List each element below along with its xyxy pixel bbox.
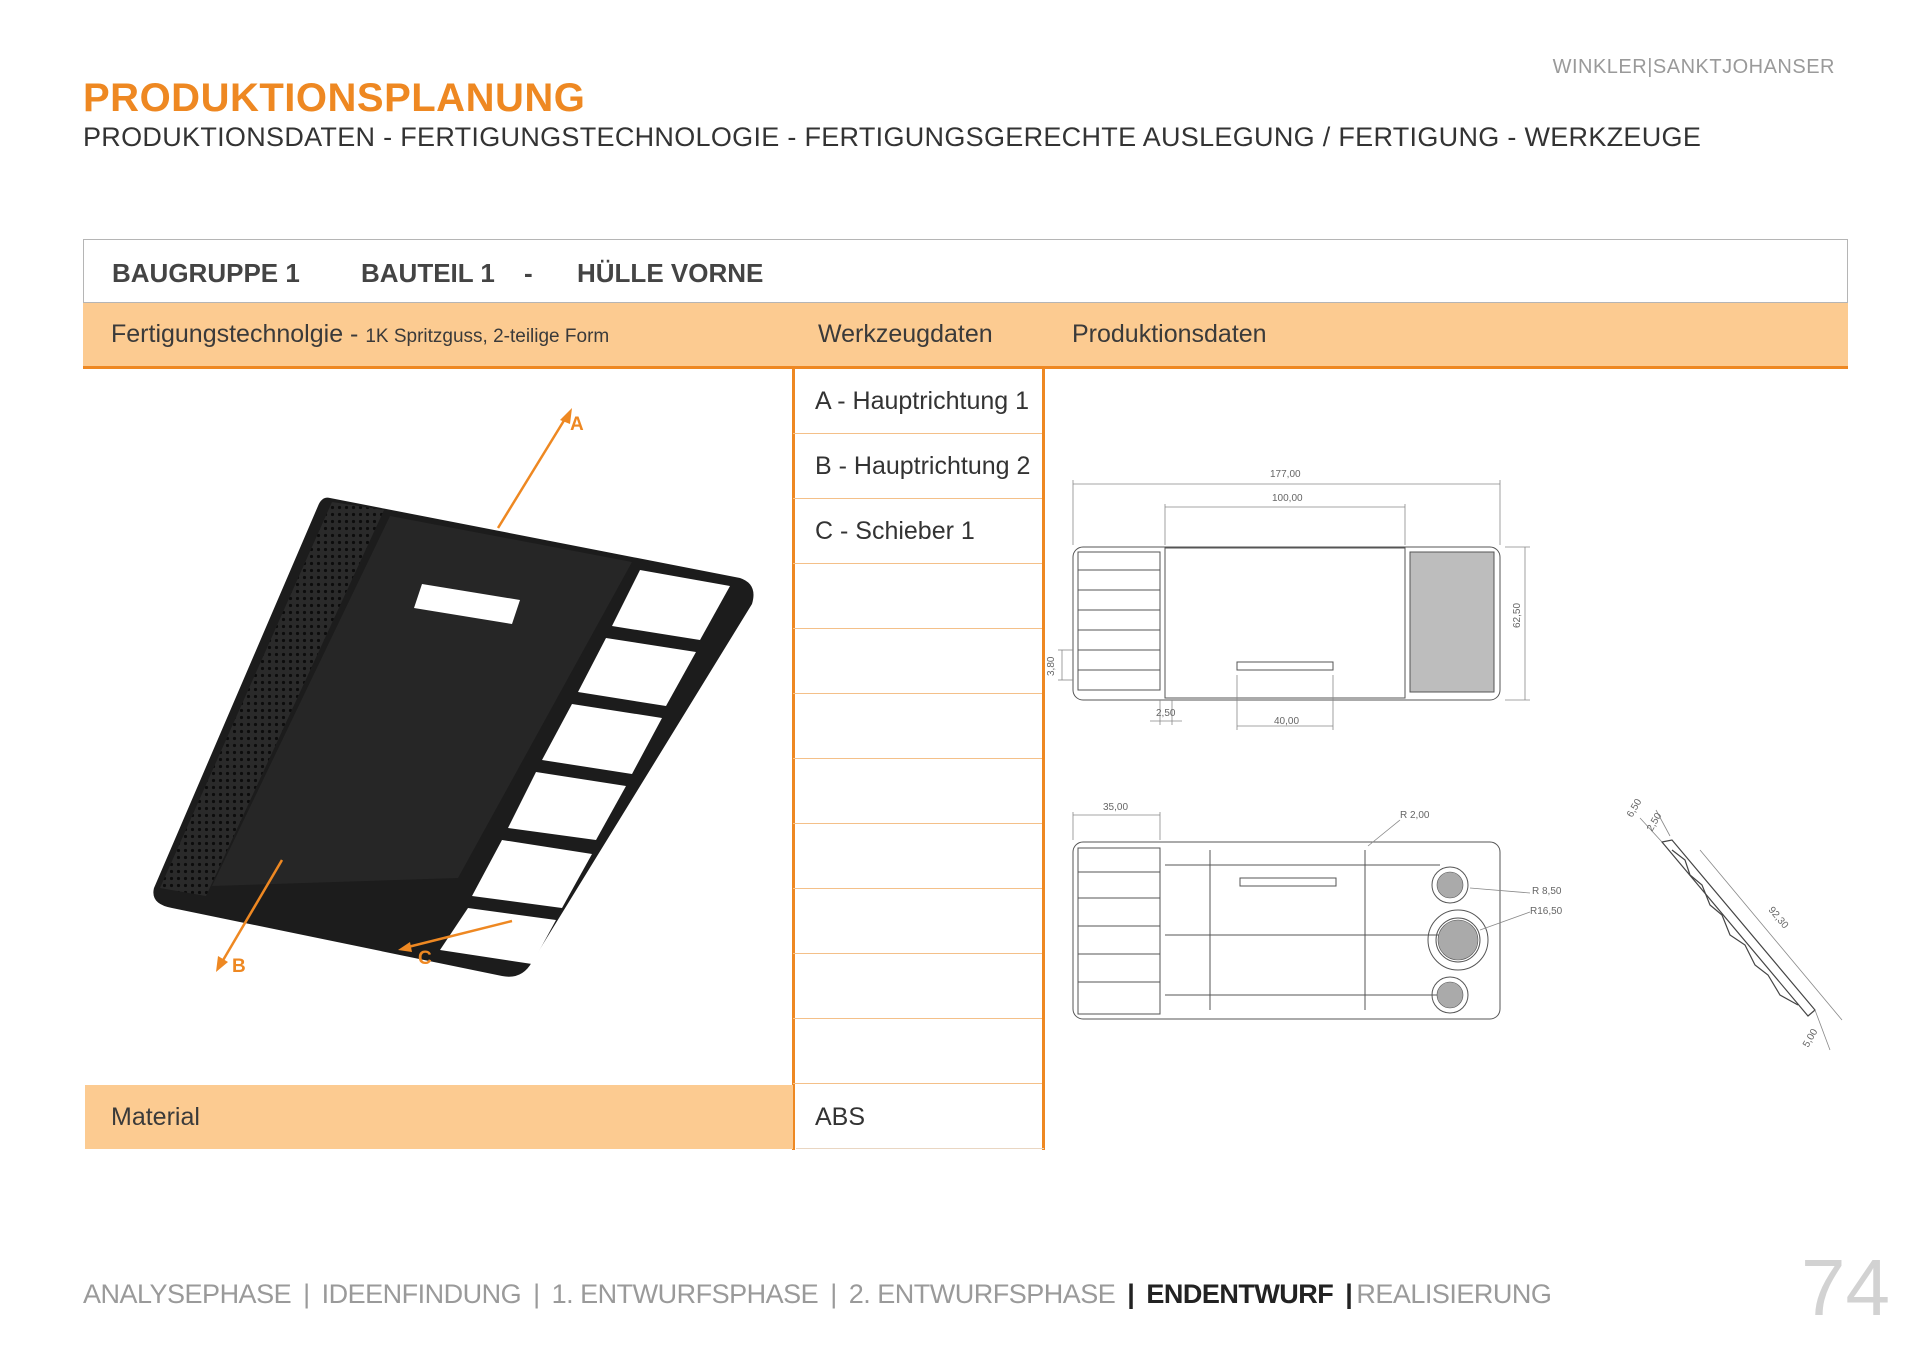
dim-radius-a: R 8,50 [1532, 886, 1562, 897]
nav-item-realisierung[interactable]: REALISIERUNG [1356, 1279, 1552, 1309]
tech-label: Fertigungstechnolgie - 1K Spritzguss, 2-teilige Form [111, 320, 610, 348]
dim-inner-width: 100,00 [1272, 493, 1303, 504]
production-data-heading: Produktionsdaten [1072, 320, 1267, 348]
part-render [140, 400, 780, 1000]
tech-value: 1K Spritzguss, 2-teilige Form [365, 326, 610, 347]
tool-row: A - Hauptrichtung 1 [793, 369, 1042, 434]
tool-row [793, 824, 1042, 889]
nav-item-analysephase[interactable]: ANALYSEPHASE [83, 1279, 292, 1309]
column-header-band [83, 303, 1848, 369]
nav-separator: | [830, 1279, 837, 1309]
tool-row [793, 889, 1042, 954]
tool-row [793, 1019, 1042, 1084]
tool-row [793, 954, 1042, 1019]
nav-item-entwurfsphase-2[interactable]: 2. ENTWURFSPHASE [848, 1279, 1116, 1309]
page-number: 74 [1801, 1243, 1890, 1332]
material-label: Material [111, 1103, 200, 1131]
tool-row [793, 694, 1042, 759]
assembly-group: BAUGRUPPE 1 [112, 258, 300, 288]
dim-overall-width: 177,00 [1270, 469, 1301, 480]
brand-label: WINKLER|SANKTJOHANSER [1552, 56, 1835, 78]
tool-row [793, 629, 1042, 694]
header-dash: - [524, 258, 533, 288]
dim-side-top-b: 2,50 [1645, 811, 1665, 834]
dim-radius-b: R16,50 [1530, 906, 1563, 917]
nav-separator: | [533, 1279, 540, 1309]
vent-grid [1410, 552, 1494, 692]
dim-left-width: 35,00 [1103, 802, 1129, 813]
arrow-b-label: B [232, 956, 246, 977]
drawing-bottom-view [1040, 800, 1600, 1050]
assembly-header [83, 239, 1848, 303]
arrow-b-head [216, 956, 228, 972]
tool-row [793, 759, 1042, 824]
part-number: BAUTEIL 1 [361, 258, 495, 288]
nav-item-entwurfsphase-1[interactable]: 1. ENTWURFSPHASE [551, 1279, 819, 1309]
tool-data-heading: Werkzeugdaten [818, 320, 993, 348]
arrow-c-label: C [418, 948, 432, 969]
dim-small: 2,50 [1156, 708, 1176, 719]
part-name: HÜLLE VORNE [577, 258, 764, 288]
phase-navigation [83, 1279, 1551, 1310]
page-title: PRODUKTIONSPLANUNG [83, 76, 586, 120]
nav-separator: | [303, 1279, 310, 1309]
dim-side-length: 92,30 [1765, 904, 1791, 932]
dim-height: 62,50 [1512, 602, 1523, 628]
material-band [85, 1085, 793, 1149]
page-subtitle: PRODUKTIONSDATEN - FERTIGUNGSTECHNOLOGIE - FERTIGUNGSGERECHTE AUSLEGUNG / FERTIGUNG - WERKZEUGE [83, 122, 1702, 152]
nav-item-ideenfindung[interactable]: IDEENFINDUNG [321, 1279, 522, 1309]
arrow-a-label: A [570, 414, 584, 435]
dim-slot: 40,00 [1274, 716, 1300, 727]
tool-row: B - Hauptrichtung 2 [793, 434, 1042, 499]
dim-radius-small: R 2,00 [1400, 810, 1430, 821]
material-value: ABS [815, 1103, 866, 1131]
drawing-top-view [1040, 460, 1540, 740]
arrow-a-line [498, 414, 568, 528]
drawing-side-view [1600, 790, 1860, 1080]
material-rule [796, 1148, 1044, 1149]
dim-side-bottom: 5,00 [1801, 1027, 1821, 1050]
dim-left-gap: 3,80 [1046, 656, 1057, 676]
tool-row: C - Schieber 1 [793, 499, 1042, 564]
dim-side-top-a: 6,50 [1625, 797, 1645, 820]
nav-item-endentwurf[interactable]: ENDENTWURF [1146, 1279, 1334, 1309]
nav-separator: | [1127, 1279, 1135, 1309]
tool-row [793, 564, 1042, 629]
nav-separator: | [1345, 1279, 1353, 1309]
